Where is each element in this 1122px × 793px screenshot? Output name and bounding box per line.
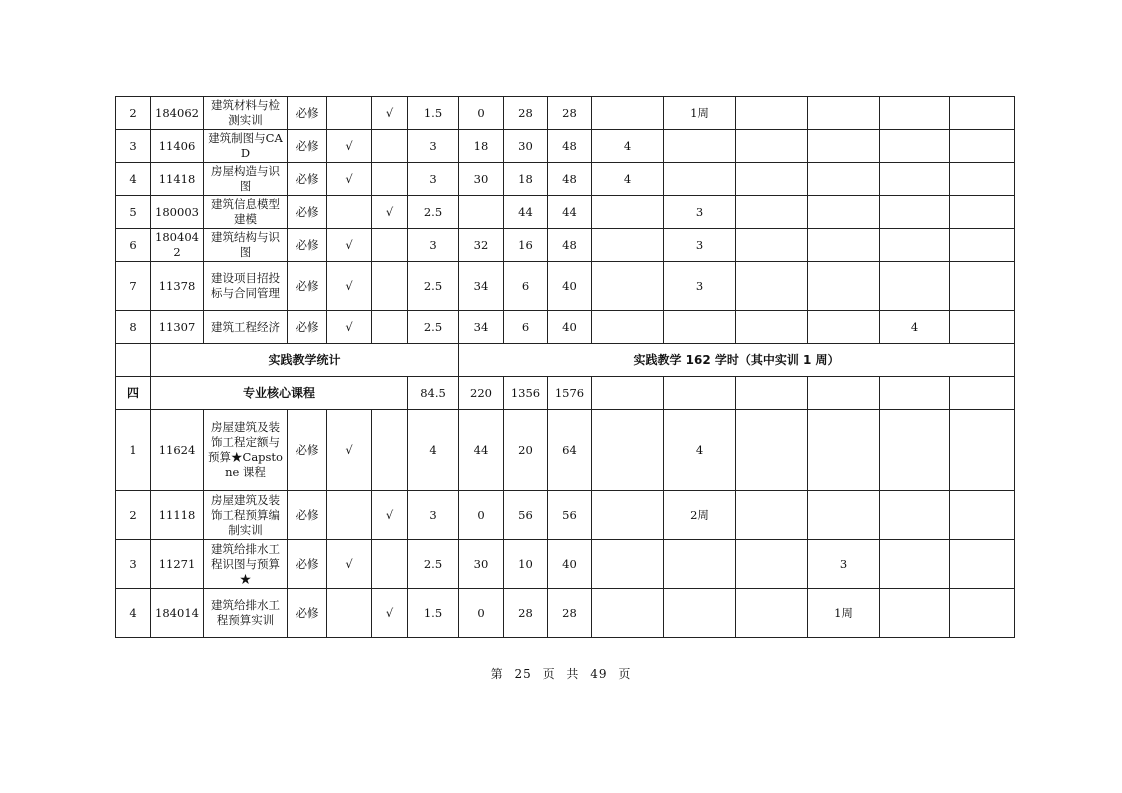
cell-check-2: √ [372,491,408,540]
cell-course-name: 建筑信息模型建模 [204,196,288,229]
cell-sem-5 [880,229,950,262]
cell-credit: 2.5 [408,262,459,311]
cell-total-hours: 64 [548,410,592,491]
practice-stat-value: 实践教学 162 学时（其中实训 1 周） [459,344,1015,377]
cell-total-hours: 44 [548,196,592,229]
cell-no: 3 [116,540,151,589]
table-row [116,410,1015,491]
cell-sem-2 [664,377,736,410]
cell-type: 必修 [288,311,327,344]
cell-practice-hours: 20 [504,410,548,491]
cell-no: 7 [116,262,151,311]
cell-course-name: 建筑工程经济 [204,311,288,344]
cell-sem-2: 3 [664,196,736,229]
cell-sem-4: 1周 [808,589,880,638]
cell-check-2 [372,163,408,196]
cell-sem-4 [808,130,880,163]
page-footer [0,665,1122,682]
footer-mid: 页 [542,667,556,681]
cell-sem-2 [664,163,736,196]
cell-total-hours: 56 [548,491,592,540]
cell-sem-4 [808,229,880,262]
cell-sem-4 [808,410,880,491]
cell-sem-3 [736,491,808,540]
cell-check-2: √ [372,97,408,130]
cell-sem-5 [880,130,950,163]
cell-practice-hours: 30 [504,130,548,163]
cell-course-name: 房屋构造与识图 [204,163,288,196]
cell-sem-3 [736,196,808,229]
cell-type: 必修 [288,540,327,589]
cell-sem-4 [808,97,880,130]
cell-code: 11624 [151,410,204,491]
cell-check-1 [327,491,372,540]
cell-sem-6 [950,229,1015,262]
cell-sem-3 [736,262,808,311]
table-row [116,196,1015,229]
cell-sem-1 [592,589,664,638]
practice-stat-label: 实践教学统计 [151,344,459,377]
cell-sem-2: 3 [664,262,736,311]
cell-theory-hours: 30 [459,163,504,196]
cell-check-1 [327,97,372,130]
cell-sem-5 [880,540,950,589]
cell-no: 2 [116,97,151,130]
cell-sem-5 [880,410,950,491]
cell-sem-4 [808,163,880,196]
cell-sem-3 [736,410,808,491]
cell-sem-3 [736,163,808,196]
cell-credit: 2.5 [408,311,459,344]
cell-practice-hours: 56 [504,491,548,540]
cell-sem-6 [950,311,1015,344]
cell-code: 184062 [151,97,204,130]
cell-course-name: 房屋建筑及装饰工程预算编制实训 [204,491,288,540]
cell-credit: 3 [408,130,459,163]
cell-practice-hours: 10 [504,540,548,589]
table-row [116,262,1015,311]
cell-sem-3 [736,589,808,638]
cell-sem-2 [664,589,736,638]
section-practice-hours: 1356 [504,377,548,410]
cell-type: 必修 [288,491,327,540]
cell-sem-1: 4 [592,163,664,196]
cell-practice-hours: 18 [504,163,548,196]
course-plan-table [115,96,1015,638]
cell-no: 4 [116,589,151,638]
section-number: 四 [116,377,151,410]
section-row [116,377,1015,410]
cell-sem-5 [880,377,950,410]
cell-check-1: √ [327,311,372,344]
cell-sem-6 [950,377,1015,410]
cell-sem-6 [950,163,1015,196]
cell-check-1 [327,589,372,638]
cell-check-2: √ [372,196,408,229]
cell-sem-2: 4 [664,410,736,491]
cell-theory-hours: 32 [459,229,504,262]
section-credit: 84.5 [408,377,459,410]
cell-credit: 2.5 [408,196,459,229]
cell-check-1: √ [327,229,372,262]
cell-practice-hours: 44 [504,196,548,229]
table-row [116,97,1015,130]
cell-course-name: 建筑给排水工程预算实训 [204,589,288,638]
cell-check-2 [372,262,408,311]
cell-sem-1 [592,196,664,229]
cell-course-name: 建筑给排水工程识图与预算★ [204,540,288,589]
table-row [116,311,1015,344]
cell-sem-6 [950,540,1015,589]
cell-sem-5 [880,262,950,311]
cell-type: 必修 [288,163,327,196]
cell-sem-6 [950,589,1015,638]
cell-sem-3 [736,540,808,589]
cell-sem-3 [736,377,808,410]
cell-theory-hours: 0 [459,97,504,130]
cell-check-2: √ [372,589,408,638]
cell-check-1: √ [327,163,372,196]
footer-total-prefix: 共 [566,667,580,681]
cell-check-1 [327,196,372,229]
cell-total-hours: 40 [548,262,592,311]
cell-type: 必修 [288,410,327,491]
cell-type: 必修 [288,130,327,163]
cell-no: 4 [116,163,151,196]
cell-sem-1 [592,540,664,589]
cell-sem-5 [880,491,950,540]
cell-total-hours: 28 [548,97,592,130]
cell-course-name: 建筑结构与识图 [204,229,288,262]
cell-code: 11378 [151,262,204,311]
table-row [116,540,1015,589]
cell-sem-4: 3 [808,540,880,589]
cell-type: 必修 [288,196,327,229]
cell-type: 必修 [288,229,327,262]
practice-stat-row [116,344,1015,377]
cell-sem-2: 1周 [664,97,736,130]
cell-practice-hours: 28 [504,589,548,638]
cell-sem-1 [592,229,664,262]
cell-theory-hours: 18 [459,130,504,163]
cell-no: 1 [116,410,151,491]
cell-code: 11271 [151,540,204,589]
cell-credit: 4 [408,410,459,491]
cell-sem-1 [592,311,664,344]
cell-credit: 1.5 [408,589,459,638]
cell-type: 必修 [288,262,327,311]
cell-sem-4 [808,311,880,344]
cell-code: 11406 [151,130,204,163]
cell-sem-3 [736,311,808,344]
cell-check-2 [372,311,408,344]
cell-course-name: 建设项目招投标与合同管理 [204,262,288,311]
cell-check-1: √ [327,130,372,163]
cell-sem-2: 2周 [664,491,736,540]
cell-sem-5 [880,163,950,196]
cell-sem-3 [736,97,808,130]
cell-course-name: 建筑制图与CAD [204,130,288,163]
cell-course-name: 房屋建筑及装饰工程定额与预算★Capstone 课程 [204,410,288,491]
cell-empty [116,344,151,377]
cell-course-name: 建筑材料与检测实训 [204,97,288,130]
section-total-hours: 1576 [548,377,592,410]
cell-code: 11307 [151,311,204,344]
cell-sem-2 [664,540,736,589]
cell-type: 必修 [288,589,327,638]
cell-sem-4 [808,196,880,229]
cell-theory-hours: 34 [459,311,504,344]
cell-no: 8 [116,311,151,344]
cell-code: 11418 [151,163,204,196]
cell-no: 3 [116,130,151,163]
cell-sem-1 [592,410,664,491]
cell-sem-3 [736,229,808,262]
cell-sem-5 [880,589,950,638]
cell-total-hours: 40 [548,540,592,589]
cell-check-1: √ [327,410,372,491]
cell-theory-hours: 30 [459,540,504,589]
cell-sem-2: 3 [664,229,736,262]
cell-credit: 3 [408,163,459,196]
cell-sem-2 [664,311,736,344]
cell-credit: 3 [408,229,459,262]
section-theory-hours: 220 [459,377,504,410]
cell-theory-hours [459,196,504,229]
cell-sem-1 [592,491,664,540]
cell-sem-6 [950,97,1015,130]
cell-credit: 3 [408,491,459,540]
cell-no: 6 [116,229,151,262]
cell-sem-1: 4 [592,130,664,163]
cell-practice-hours: 16 [504,229,548,262]
cell-check-2 [372,229,408,262]
cell-practice-hours: 6 [504,311,548,344]
cell-total-hours: 40 [548,311,592,344]
cell-credit: 2.5 [408,540,459,589]
cell-total-hours: 48 [548,229,592,262]
cell-theory-hours: 34 [459,262,504,311]
cell-sem-1 [592,262,664,311]
cell-theory-hours: 44 [459,410,504,491]
cell-check-2 [372,540,408,589]
table-row [116,163,1015,196]
cell-sem-6 [950,130,1015,163]
cell-sem-4 [808,262,880,311]
cell-sem-6 [950,410,1015,491]
cell-total-hours: 28 [548,589,592,638]
table-row [116,589,1015,638]
cell-sem-5 [880,97,950,130]
cell-code: 1804042 [151,229,204,262]
cell-sem-2 [664,130,736,163]
page-total: 49 [590,667,608,681]
cell-sem-1 [592,377,664,410]
cell-practice-hours: 6 [504,262,548,311]
cell-total-hours: 48 [548,130,592,163]
footer-prefix: 第 [490,667,504,681]
table-row [116,491,1015,540]
cell-sem-5 [880,196,950,229]
cell-code: 11118 [151,491,204,540]
cell-sem-4 [808,491,880,540]
cell-sem-1 [592,97,664,130]
cell-sem-6 [950,196,1015,229]
cell-sem-4 [808,377,880,410]
cell-check-2 [372,130,408,163]
footer-suffix: 页 [618,667,632,681]
cell-total-hours: 48 [548,163,592,196]
cell-practice-hours: 28 [504,97,548,130]
cell-check-1: √ [327,262,372,311]
cell-no: 5 [116,196,151,229]
cell-check-2 [372,410,408,491]
table-row [116,130,1015,163]
cell-check-1: √ [327,540,372,589]
cell-no: 2 [116,491,151,540]
cell-sem-6 [950,262,1015,311]
cell-sem-5: 4 [880,311,950,344]
cell-type: 必修 [288,97,327,130]
section-title: 专业核心课程 [151,377,408,410]
cell-sem-6 [950,491,1015,540]
cell-code: 180003 [151,196,204,229]
table-row [116,229,1015,262]
cell-credit: 1.5 [408,97,459,130]
cell-theory-hours: 0 [459,491,504,540]
cell-theory-hours: 0 [459,589,504,638]
page-number: 25 [514,667,532,681]
cell-code: 184014 [151,589,204,638]
cell-sem-3 [736,130,808,163]
